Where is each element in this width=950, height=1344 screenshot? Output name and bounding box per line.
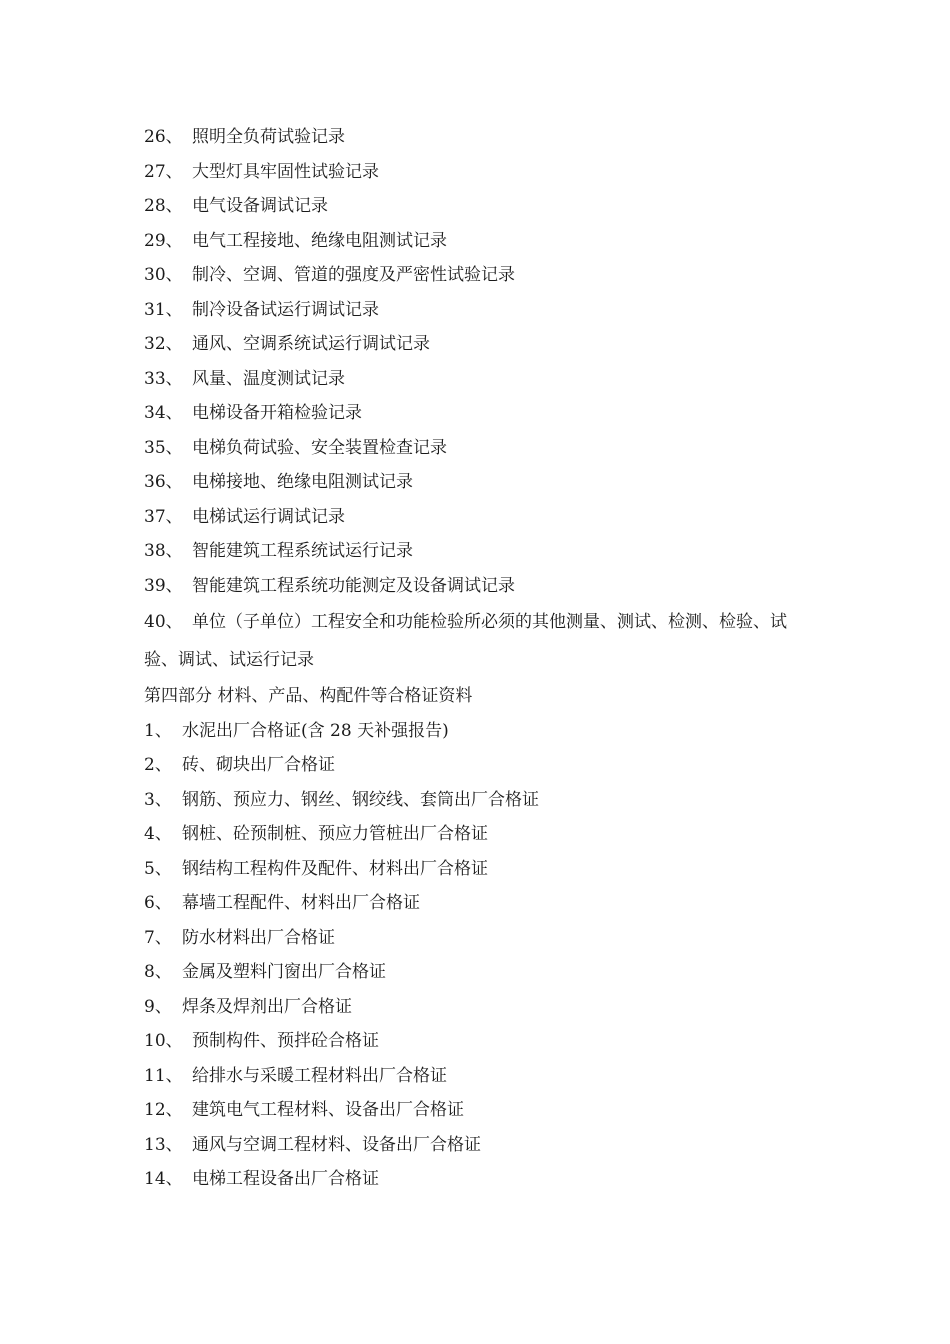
- item-text: 单位（子单位）工程安全和功能检验所必须的其他测量、测试、检测、检验、试验、调试、试运行记录: [144, 612, 787, 670]
- item-number: 27、: [144, 161, 183, 182]
- list-item: [144, 783, 824, 818]
- item-text: 通风与空调工程材料、设备出厂合格证: [192, 1134, 481, 1155]
- item-text: 金属及塑料门窗出厂合格证: [182, 962, 386, 982]
- item-number: 28、: [144, 196, 183, 216]
- list-item: [144, 465, 824, 500]
- item-text: 通风、空调系统试运行调试记录: [192, 334, 430, 354]
- item-number: 9、: [144, 996, 172, 1017]
- item-text: 钢结构工程构件及配件、材料出厂合格证: [182, 858, 488, 879]
- item-number: 29、: [144, 230, 183, 251]
- item-text: 智能建筑工程系统功能测定及设备调试记录: [192, 575, 515, 596]
- item-text: 水泥出厂合格证(含 28 天补强报告): [182, 720, 449, 741]
- list-item: [144, 362, 824, 397]
- item-text: 电梯试运行调试记录: [192, 506, 345, 527]
- item-number: 40、: [144, 612, 183, 632]
- item-text: 智能建筑工程系统试运行记录: [192, 541, 413, 561]
- list-item: [144, 327, 824, 362]
- item-number: 4、: [144, 824, 172, 844]
- item-text: 给排水与采暖工程材料出厂合格证: [192, 1065, 447, 1086]
- list-item: [144, 748, 824, 783]
- list-item: [144, 569, 824, 604]
- item-number: 33、: [144, 368, 183, 389]
- item-text: 照明全负荷试验记录: [192, 127, 345, 147]
- item-number: 8、: [144, 962, 172, 982]
- item-number: 32、: [144, 334, 183, 354]
- list-item: [144, 396, 824, 431]
- list-item: [144, 817, 824, 852]
- item-text: 电气工程接地、绝缘电阻测试记录: [192, 230, 447, 251]
- list-item: [144, 1093, 824, 1128]
- item-number: 11、: [144, 1065, 183, 1086]
- list-item: [144, 224, 824, 259]
- item-text: 电梯负荷试验、安全装置检查记录: [192, 437, 447, 458]
- item-text: 防水材料出厂合格证: [182, 927, 335, 948]
- item-text: 电气设备调试记录: [192, 196, 328, 216]
- item-number: 6、: [144, 893, 172, 913]
- item-text: 建筑电气工程材料、设备出厂合格证: [192, 1100, 464, 1120]
- item-text: 制冷、空调、管道的强度及严密性试验记录: [192, 265, 515, 285]
- item-number: 13、: [144, 1134, 183, 1155]
- item-number: 1、: [144, 720, 172, 741]
- item-number: 3、: [144, 789, 172, 810]
- item-text: 大型灯具牢固性试验记录: [192, 161, 379, 182]
- list-item: [144, 714, 824, 749]
- item-text: 幕墙工程配件、材料出厂合格证: [182, 893, 420, 913]
- item-number: 26、: [144, 127, 183, 147]
- item-text: 风量、温度测试记录: [192, 368, 345, 389]
- list-item: [144, 534, 824, 569]
- item-number: 34、: [144, 403, 183, 423]
- item-text: 钢筋、预应力、钢丝、钢绞线、套筒出厂合格证: [182, 789, 539, 810]
- item-number: 14、: [144, 1169, 183, 1189]
- item-text: 电梯接地、绝缘电阻测试记录: [192, 472, 413, 492]
- list-item: [144, 886, 824, 921]
- list-item: [144, 921, 824, 956]
- list-item: [144, 120, 824, 155]
- document-content: [144, 120, 824, 1197]
- item-number: 31、: [144, 299, 183, 320]
- item-number: 37、: [144, 506, 183, 527]
- section-heading: 第四部分 材料、产品、构配件等合格证资料: [144, 686, 473, 706]
- item-number: 30、: [144, 265, 183, 285]
- item-text: 预制构件、预拌砼合格证: [192, 1031, 379, 1051]
- list-item: [144, 293, 824, 328]
- item-number: 10、: [144, 1031, 183, 1051]
- item-number: 35、: [144, 437, 183, 458]
- list-item: [144, 1024, 824, 1059]
- list-item-wrapped: [144, 603, 812, 679]
- item-number: 5、: [144, 858, 172, 879]
- list-item: [144, 1128, 824, 1163]
- item-text: 电梯工程设备出厂合格证: [192, 1169, 379, 1189]
- item-text: 制冷设备试运行调试记录: [192, 299, 379, 320]
- item-number: 12、: [144, 1100, 183, 1120]
- list-item: [144, 500, 824, 535]
- list-item: [144, 258, 824, 293]
- item-text: 砖、砌块出厂合格证: [182, 755, 335, 775]
- list-item: [144, 155, 824, 190]
- item-number: 7、: [144, 927, 172, 948]
- list-item: [144, 990, 824, 1025]
- list-item: [144, 189, 824, 224]
- list-item: [144, 1059, 824, 1094]
- item-text: 钢桩、砼预制桩、预应力管桩出厂合格证: [182, 824, 488, 844]
- list-item: [144, 431, 824, 466]
- list-item: [144, 852, 824, 887]
- item-number: 2、: [144, 755, 172, 775]
- item-text: 焊条及焊剂出厂合格证: [182, 996, 352, 1017]
- item-text: 电梯设备开箱检验记录: [192, 403, 362, 423]
- item-number: 38、: [144, 541, 183, 561]
- list-item: [144, 1162, 824, 1197]
- item-number: 39、: [144, 575, 183, 596]
- list-item: [144, 955, 824, 990]
- item-number: 36、: [144, 472, 183, 492]
